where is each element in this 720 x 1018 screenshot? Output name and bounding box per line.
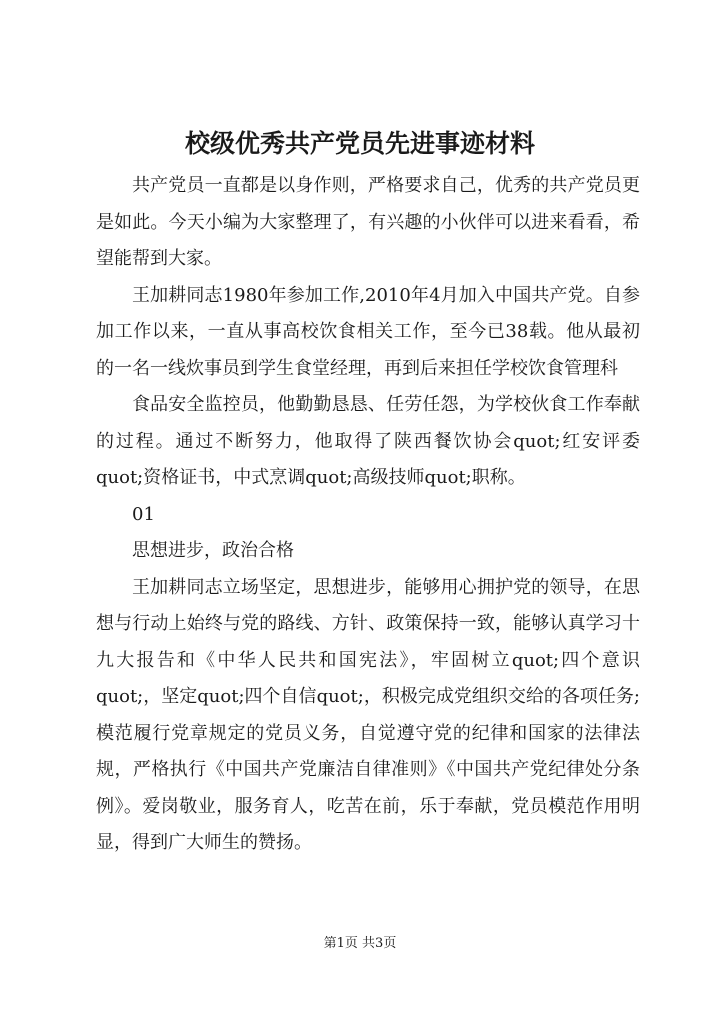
paragraph-achievements: 食品安全监控员，他勤勤恳恳、任劳任怨，为学校伙食工作奉献的过程。通过不断努力，他取得了陕西餐饮协会quot;红安评委quot;资格证书，中式烹调quot;高级技师quot;职称。 — [96, 394, 640, 488]
document-body — [96, 168, 640, 862]
paragraph-intro: 共产党员一直都是以身作则，严格要求自己，优秀的共产党员更是如此。今天小编为大家整理了，有兴趣的小伙伴可以进来看看，希望能帮到大家。 — [96, 175, 640, 269]
section-number: 01 — [132, 503, 155, 525]
paragraph-political: 王加耕同志立场坚定，思想进步，能够用心拥护党的领导，在思想与行动上始终与党的路线、方针、政策保持一致，能够认真学习十九大报告和《中华人民共和国宪法》，牢固树立quot;四个意识quot;，坚定quot;四个自信quot;，积极完成党组织交给的各项任务;模范履行党章规定的党员义务，自觉遵守党的纪律和国家的法律法规，严格执行《中国共产党廉洁自律准则》《中国共产党纪律处分条例》。爱岗敬业，服务育人，吃苦在前，乐于奉献，党员模范作用明显，得到广大师生的赞扬。 — [96, 576, 640, 853]
paragraph-biography: 王加耕同志1980年参加工作,2010年4月加入中国共产党。自参加工作以来，一直从事高校饮食相关工作，至今已38载。他从最初的一名一线炊事员到学生食堂经理，再到后来担任学校饮食管理科 — [96, 284, 640, 379]
document-title: 校级优秀共产党员先进事迹材料 — [184, 129, 535, 158]
page-number-footer: 第1页 共3页 — [323, 936, 397, 951]
section-heading: 思想进步，政治合格 — [132, 540, 294, 561]
